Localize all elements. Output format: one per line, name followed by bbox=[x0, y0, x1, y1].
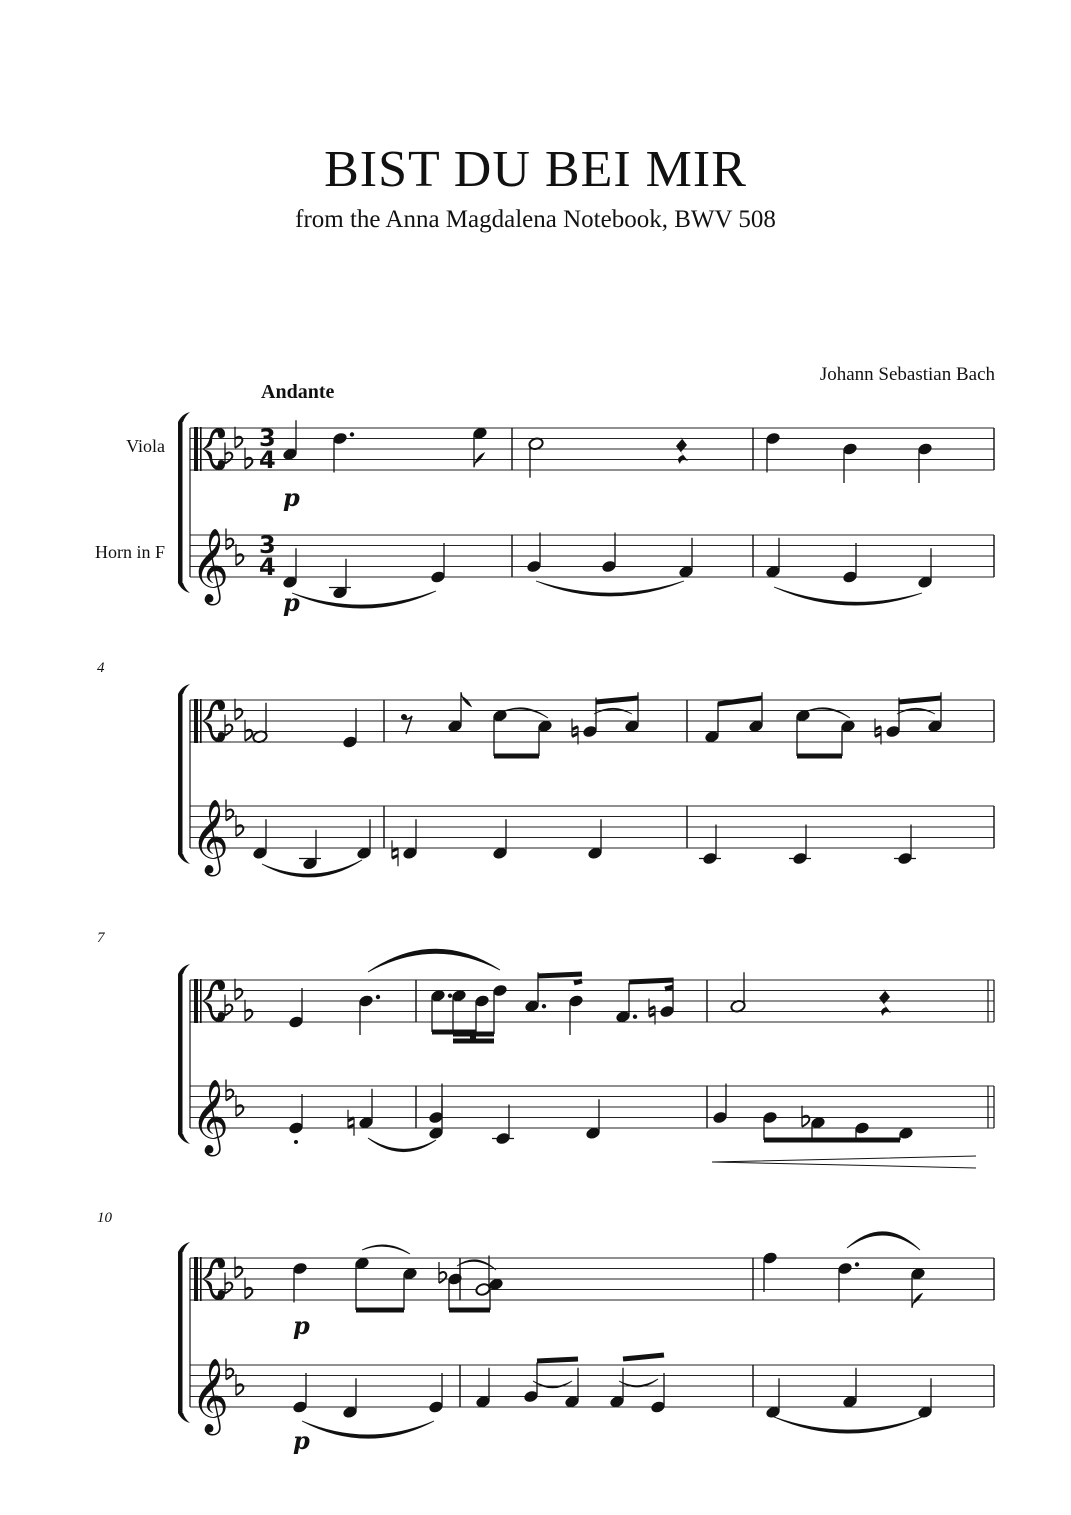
svg-text:𝄞: 𝄞 bbox=[191, 1080, 229, 1154]
beam bbox=[538, 974, 582, 976]
slur bbox=[897, 708, 935, 714]
time-signature-bottom: 4 bbox=[259, 446, 276, 474]
slur bbox=[533, 1381, 572, 1388]
slur bbox=[502, 708, 548, 718]
note-dot bbox=[350, 432, 354, 436]
flat-icon bbox=[236, 815, 243, 836]
measure-number: 10 bbox=[97, 1210, 112, 1226]
note-dot bbox=[448, 994, 452, 998]
time-signature-top: 3 bbox=[259, 424, 276, 452]
diminuendo-hairpin bbox=[712, 1156, 976, 1168]
note-flag bbox=[912, 1294, 922, 1308]
slur bbox=[847, 1232, 920, 1250]
slur bbox=[774, 1417, 922, 1433]
system-bracket-cap bbox=[178, 412, 190, 422]
time-signature-top: 3 bbox=[259, 531, 276, 559]
svg-text:𝄞: 𝄞 bbox=[191, 1359, 229, 1433]
flat-icon bbox=[225, 443, 232, 464]
staccato-dot bbox=[294, 1140, 298, 1144]
flat-icon bbox=[245, 1000, 252, 1021]
note-dot bbox=[542, 1004, 546, 1008]
treble-clef-icon bbox=[191, 800, 229, 877]
dynamic-piano: p bbox=[283, 588, 300, 617]
slur bbox=[292, 591, 436, 608]
system-bracket bbox=[178, 694, 183, 854]
system-bracket-cap bbox=[178, 1413, 190, 1423]
slur bbox=[805, 708, 850, 718]
beam bbox=[537, 1359, 578, 1361]
flat-icon bbox=[245, 448, 252, 469]
flat-icon bbox=[236, 1374, 243, 1395]
beam bbox=[574, 981, 582, 983]
measure-number: 4 bbox=[97, 660, 105, 676]
note-dot bbox=[493, 1283, 497, 1287]
system-bracket-cap bbox=[178, 684, 190, 694]
system-bracket-cap bbox=[178, 854, 190, 864]
note-flag bbox=[474, 453, 484, 467]
score-title: BIST DU BEI MIR bbox=[324, 141, 747, 198]
slur bbox=[368, 949, 500, 972]
flat-icon bbox=[225, 715, 232, 736]
system-bracket bbox=[178, 1252, 183, 1413]
composer-name: Johann Sebastian Bach bbox=[819, 364, 995, 385]
slur bbox=[302, 1421, 434, 1438]
flat-icon bbox=[236, 1095, 243, 1116]
dynamic-piano: p bbox=[293, 1426, 310, 1455]
system-bracket-cap bbox=[178, 583, 190, 593]
beam bbox=[899, 698, 941, 702]
flat-icon bbox=[235, 979, 242, 1000]
flat-icon bbox=[225, 1273, 232, 1294]
system-bracket-cap bbox=[178, 964, 190, 974]
slur bbox=[594, 708, 632, 714]
system-bracket bbox=[178, 422, 183, 583]
treble-clef-icon bbox=[191, 1080, 229, 1157]
measure-number: 7 bbox=[97, 930, 105, 946]
note-dot bbox=[633, 1015, 637, 1019]
flat-icon bbox=[236, 544, 243, 565]
flat-icon bbox=[235, 427, 242, 448]
slur bbox=[774, 587, 922, 605]
dynamic-piano: p bbox=[293, 1311, 310, 1340]
flat-icon bbox=[439, 1262, 446, 1283]
natural-icon bbox=[348, 1110, 354, 1136]
slur bbox=[362, 1245, 410, 1254]
instrument-label-horn: Horn in F bbox=[94, 542, 165, 562]
svg-text:𝄞: 𝄞 bbox=[191, 800, 229, 874]
flat-icon bbox=[235, 1257, 242, 1278]
note-flag bbox=[461, 692, 471, 706]
system-bracket-cap bbox=[178, 1242, 190, 1252]
score-subtitle: from the Anna Magdalena Notebook, BWV 508 bbox=[295, 206, 776, 233]
slur bbox=[368, 1138, 436, 1152]
system-bracket-cap bbox=[178, 1134, 190, 1144]
beam bbox=[718, 698, 762, 704]
time-signature-bottom: 4 bbox=[259, 553, 276, 581]
flat-icon bbox=[802, 1106, 809, 1127]
flat-icon bbox=[245, 720, 252, 741]
flat-icon bbox=[225, 995, 232, 1016]
note-dot bbox=[376, 995, 380, 999]
flat-icon bbox=[245, 1278, 252, 1299]
natural-icon bbox=[392, 840, 398, 866]
flat-icon bbox=[235, 699, 242, 720]
beam bbox=[623, 1355, 664, 1359]
system-bracket bbox=[178, 974, 183, 1134]
treble-clef-icon bbox=[191, 1359, 229, 1436]
beam bbox=[596, 698, 638, 702]
beam bbox=[665, 987, 673, 989]
tempo-marking: Andante bbox=[261, 381, 335, 403]
dynamic-piano: p bbox=[283, 483, 300, 512]
svg-text:𝄞: 𝄞 bbox=[191, 529, 229, 603]
beam bbox=[629, 980, 673, 982]
note-dot bbox=[855, 1262, 859, 1266]
treble-clef-icon bbox=[191, 529, 229, 606]
instrument-label-viola: Viola bbox=[126, 436, 165, 456]
slur bbox=[536, 581, 684, 596]
